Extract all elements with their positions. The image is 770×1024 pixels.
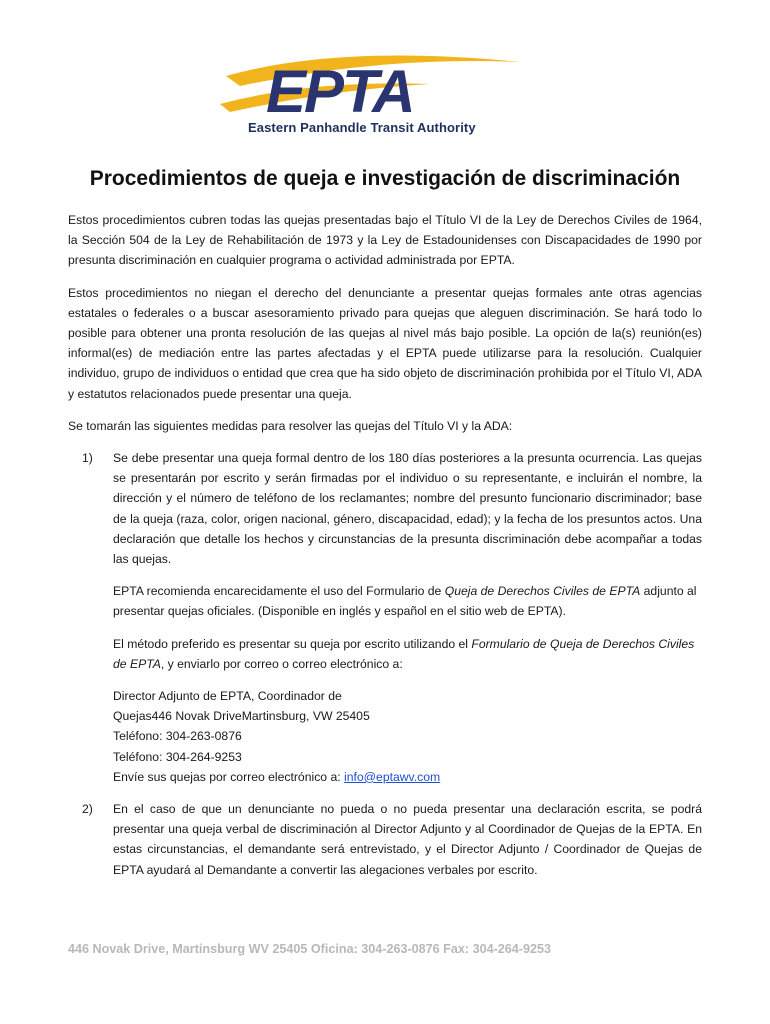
phone-line-1: Teléfono: 304-263-0876 [113, 729, 242, 744]
recommend-paragraph: EPTA recomienda encarecidamente el uso del Formulario de Queja de Derechos Civiles de EPTA adjunto al presentar quejas oficiales. (Disponible en inglés y español en el sitio web de EPTA). [113, 584, 697, 619]
measures-intro: Se tomarán las siguientes medidas para resolver las quejas del Título VI y la ADA: [68, 418, 513, 433]
document-body [68, 210, 702, 892]
address-line-1: Director Adjunto de EPTA, Coordinador de [113, 689, 342, 704]
procedure-list [68, 448, 702, 880]
mailing-address [113, 686, 702, 787]
item-number: 2) [82, 802, 93, 817]
item-text: En el caso de que un denunciante no pueda o no pueda presentar una declaración escrita, se podrá presentar una queja verbal de discriminación al Director Adjunto y al Coordinador de Quejas de la EPTA. En estas circunstancias, el demandante será entrevistado, y el Director Adjunto / Coordinador de Quejas de EPTA ayudará al Demandante a convertir las alegaciones verbales por escrito. [113, 802, 702, 877]
list-item [68, 799, 702, 880]
form-name-italic: Queja de Derechos Civiles de EPTA [444, 584, 641, 599]
rights-paragraph: Estos procedimientos no niegan el derecho del denunciante a presentar quejas formales ante otras agencias estatales o federales o a buscar asesoramiento privado para quejas que aleguen discriminación. Se hará todo lo posible para obtener una pronta resolución de las quejas al nivel más bajo posible. La opción de la(s) reunión(es) informal(es) de mediación entre las partes afectadas y el EPTA puede utilizarse para la resolución. Cualquier individuo, grupo de individuos o entidad que crea que ha sido objeto de discriminación prohibida por el Título VI, ADA y estatutos relacionados puede presentar una queja. [68, 285, 702, 401]
email-line: Envíe sus quejas por correo electrónico a: info@eptawv.com [113, 769, 441, 784]
intro-paragraph: Estos procedimientos cubren todas las quejas presentadas bajo el Título VI de la Ley de Derechos Civiles de 1964, la Sección 504 de la Ley de Rehabilitación de 1973 y la Ley de Estadounidenses con Discapacidades de 1990 por presunta discriminación en cualquier programa o actividad administrada por EPTA. [68, 213, 702, 268]
item-text: Se debe presentar una queja formal dentro de los 180 días posteriores a la presunta ocurrencia. Las quejas se presentarán por escrito y serán firmadas por el individuo o su representante, e incluirán el nombre, la dirección y el número de teléfono de los reclamantes; nombre del presunto funcionario discriminador; base de la queja (raza, color, origen nacional, género, discapacidad, edad); y la fecha de los presuntos actos. Una declaración que detalle los hechos y circunstancias de la presunta discriminación debe acompañar a todas las quejas. [113, 451, 702, 567]
list-item [68, 448, 702, 787]
logo-wordmark: EPTA [266, 58, 414, 125]
logo-subtitle: Eastern Panhandle Transit Authority [248, 120, 476, 135]
form-name-italic: Formulario de Queja de Derechos Civiles de EPTA [113, 636, 695, 671]
email-link[interactable]: info@eptawv.com [344, 769, 441, 784]
preferred-method-paragraph: El método preferido es presentar su queja por escrito utilizando el Formulario de Queja de Derechos Civiles de EPTA, y enviarlo por correo o correo electrónico a: [113, 636, 695, 671]
address-line-2: Quejas446 Novak DriveMartinsburg, VW 25405 [113, 709, 370, 724]
epta-logo [220, 46, 540, 142]
page-title: Procedimientos de queja e investigación de discriminación [89, 167, 681, 190]
item-number: 1) [82, 451, 93, 466]
page-footer: 446 Novak Drive, Martinsburg WV 25405 Oficina: 304-263-0876 Fax: 304-264-9253 [68, 942, 552, 956]
phone-line-2: Teléfono: 304-264-9253 [113, 749, 242, 764]
